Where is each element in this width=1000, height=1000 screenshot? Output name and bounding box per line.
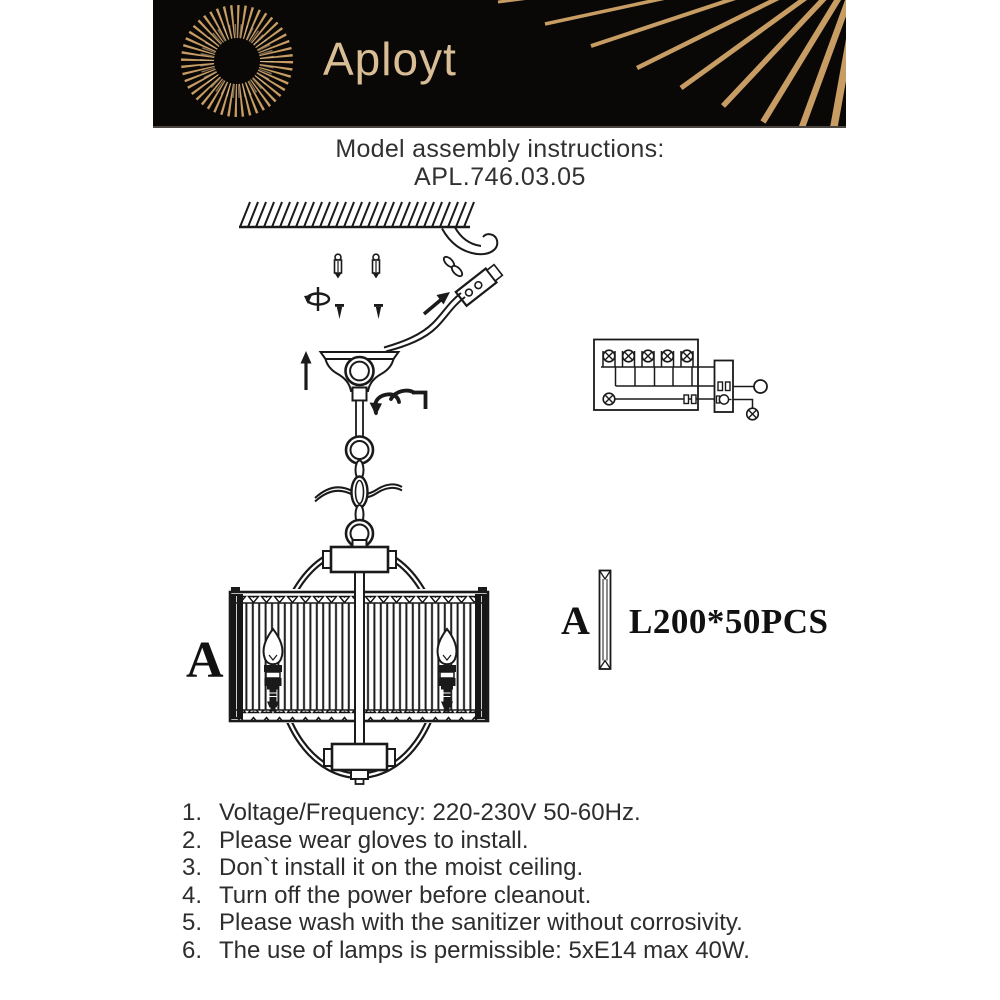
brand-banner — [153, 0, 846, 128]
list-item — [150, 854, 870, 882]
item-text: Please wash with the sanitizer without corrosivity. — [219, 909, 743, 936]
suspension-chain — [346, 437, 373, 548]
assembly-diagram — [150, 188, 850, 796]
item-text: Don`t install it on the moist ceiling. — [219, 854, 584, 881]
ceiling-hatch — [239, 202, 474, 227]
crystal-legend — [561, 571, 828, 670]
wall-anchor-icon — [335, 254, 342, 278]
page-title: Model assembly instructions: — [335, 135, 665, 163]
screw-icon — [335, 304, 344, 319]
bottom-hub — [324, 744, 395, 784]
brand-name: Aployt — [323, 33, 457, 85]
part-label-a: A — [186, 632, 224, 689]
item-text: Please wear gloves to install. — [219, 826, 529, 854]
crystal-icon — [600, 571, 611, 670]
item-text: Turn off the power before cleanout. — [219, 881, 592, 909]
hook-icon — [370, 391, 426, 416]
connector-feed-wire — [384, 293, 465, 352]
list-item — [150, 882, 870, 910]
screw-icon — [374, 304, 383, 319]
top-hub — [323, 540, 396, 572]
instruction-list — [150, 799, 870, 964]
item-number: 1. — [181, 799, 202, 826]
model-number: APL.746.03.05 — [414, 163, 586, 191]
item-number: 6. — [181, 936, 202, 964]
item-number: 2. — [181, 826, 202, 854]
legend-label-a: A — [561, 598, 590, 643]
list-item — [150, 937, 870, 965]
arrow-up-icon — [301, 351, 312, 390]
banner-art — [153, 0, 846, 126]
rays-decoration-icon — [498, 0, 846, 128]
wall-anchor-icon — [373, 254, 380, 278]
rotate-icon — [304, 287, 329, 311]
center-rod — [355, 571, 364, 745]
item-text: The use of lamps is permissible: 5xE14 max 40W. — [219, 936, 750, 964]
item-text: Voltage/Frequency: 220-230V 50-60Hz. — [219, 799, 641, 826]
sunburst-logo-icon — [199, 23, 275, 99]
item-number: 5. — [181, 909, 202, 936]
list-item — [150, 827, 870, 855]
item-number: 3. — [181, 854, 202, 881]
legend-spec: L200*50PCS — [629, 602, 829, 641]
item-number: 4. — [181, 881, 202, 909]
wiring-diagram — [594, 340, 767, 420]
arrow-to-connector-icon — [424, 292, 450, 314]
list-item — [150, 799, 870, 827]
list-item — [150, 909, 870, 937]
